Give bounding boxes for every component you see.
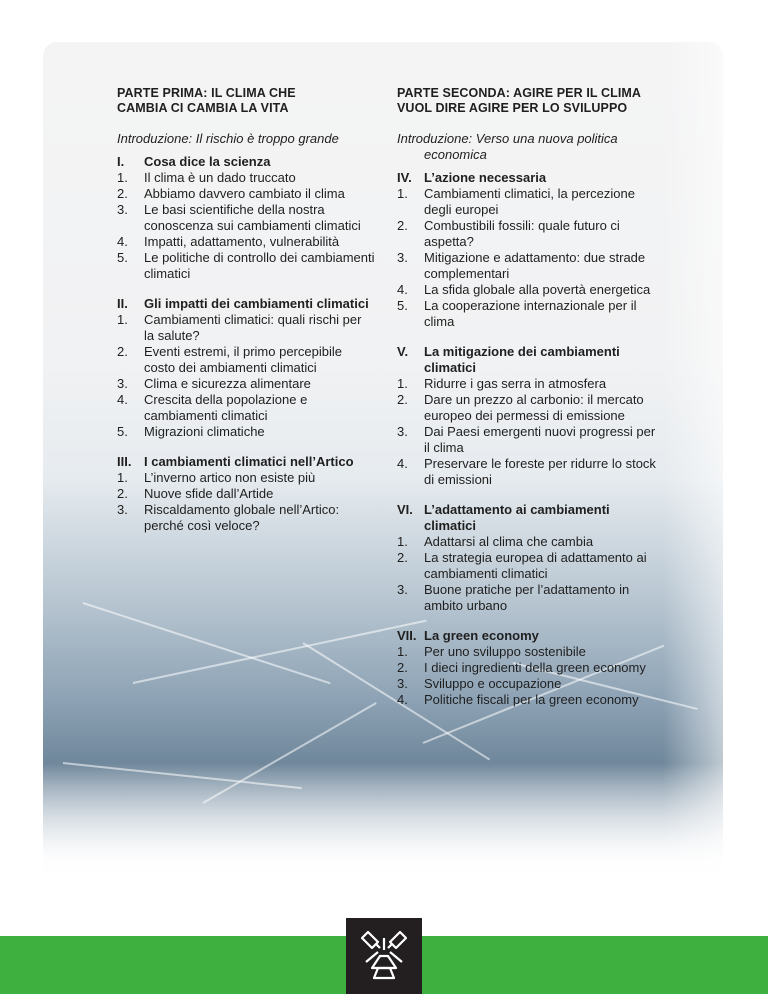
toc-item	[117, 186, 375, 202]
part-one-column	[117, 86, 375, 548]
toc-item	[117, 376, 375, 392]
section-number: V.	[397, 344, 409, 359]
section-title	[117, 154, 375, 170]
toc-item-number: 2.	[117, 486, 128, 501]
toc-item-number: 1.	[397, 534, 408, 549]
toc-item-number: 3.	[117, 202, 128, 217]
toc-item	[117, 234, 375, 250]
section-title	[397, 170, 657, 186]
toc-item-text: Politiche fiscali per la green economy	[424, 692, 639, 707]
toc-item-text: Dai Paesi emergenti nuovi progressi per il clima	[424, 424, 656, 455]
toc-item-text: Le basi scientifiche della nostra conoscenza sui cambiamenti climatici	[144, 202, 361, 233]
toc-item-text: Cambiamenti climatici: quali rischi per la salute?	[144, 312, 362, 343]
part-one-heading: PARTE PRIMA: IL CLIMA CHE CAMBIA CI CAMBIA LA VITA	[117, 86, 296, 115]
toc-item	[117, 470, 375, 486]
toc-item	[117, 250, 375, 282]
toc-item-number: 4.	[397, 692, 408, 707]
section-title-text: Cosa dice la scienza	[144, 154, 271, 169]
section-title-text: I cambiamenti climatici nell’Artico	[144, 454, 354, 469]
toc-item-number: 2.	[117, 186, 128, 201]
part-two-sections	[397, 170, 657, 708]
toc-item-number: 4.	[117, 234, 128, 249]
section-title	[397, 628, 657, 644]
toc-item-text: Combustibili fossili: quale futuro ci aspetta?	[424, 218, 620, 249]
toc-item-text: Mitigazione e adattamento: due strade complementari	[424, 250, 646, 281]
toc-item-text: Riscaldamento globale nell’Artico: perché così veloce?	[144, 502, 340, 533]
toc-item	[117, 424, 375, 440]
part-two-heading: PARTE SECONDA: AGIRE PER IL CLIMA VUOL DIRE AGIRE PER LO SVILUPPO	[397, 86, 642, 115]
publisher-logo	[346, 918, 422, 994]
toc-item-number: 4.	[397, 456, 408, 471]
toc-item-number: 1.	[117, 170, 128, 185]
toc-item-text: Sviluppo e occupazione	[424, 676, 562, 691]
section-title-text: L’azione necessaria	[424, 170, 547, 185]
toc-item-number: 3.	[397, 250, 408, 265]
toc-item	[397, 298, 657, 330]
section-title-text: Gli impatti dei cambiamenti climatici	[144, 296, 369, 311]
toc-item-text: Abbiamo davvero cambiato il clima	[144, 186, 345, 201]
toc-item	[397, 250, 657, 282]
toc-item-number: 3.	[397, 424, 408, 439]
toc-item-number: 1.	[397, 186, 408, 201]
part-two-column	[397, 86, 657, 722]
toc-section	[117, 296, 375, 440]
toc-item	[117, 344, 375, 376]
toc-item-number: 5.	[117, 424, 128, 439]
toc-item-number: 1.	[397, 644, 408, 659]
toc-item-number: 3.	[397, 582, 408, 597]
toc-item-number: 3.	[117, 502, 128, 517]
part-one-sections	[117, 154, 375, 534]
toc-item	[397, 644, 657, 660]
toc-item	[397, 376, 657, 392]
toc-item-text: Nuove sfide dall’Artide	[144, 486, 274, 501]
toc-item-text: La sfida globale alla povertà energetica	[424, 282, 651, 297]
toc-item	[397, 424, 657, 456]
toc-item	[397, 582, 657, 614]
toc-item	[117, 170, 375, 186]
toc-item	[397, 660, 657, 676]
toc-item	[117, 486, 375, 502]
section-title-text: La mitigazione dei cambiamenti climatici	[424, 344, 620, 375]
toc-item-text: Il clima è un dado truccato	[144, 170, 296, 185]
toc-item-text: Crescita della popolazione e cambiamenti climatici	[144, 392, 308, 423]
section-number: VII.	[397, 628, 417, 643]
section-title	[397, 344, 657, 376]
section-number: IV.	[397, 170, 412, 185]
section-title-text: La green economy	[424, 628, 539, 643]
toc-section	[117, 154, 375, 282]
toc-item-number: 5.	[397, 298, 408, 313]
toc-item-text: Adattarsi al clima che cambia	[424, 534, 594, 549]
toc-item-text: Clima e sicurezza alimentare	[144, 376, 311, 391]
toc-item-number: 4.	[397, 282, 408, 297]
toc-item	[397, 392, 657, 424]
toc-item-number: 2.	[397, 550, 408, 565]
section-title	[117, 296, 375, 312]
toc-section	[397, 628, 657, 708]
section-title	[117, 454, 375, 470]
toc-item-text: Per uno sviluppo sostenibile	[424, 644, 586, 659]
toc-item-text: La strategia europea di adattamento ai cambiamenti climatici	[424, 550, 647, 581]
toc-section	[397, 344, 657, 488]
toc-item-number: 1.	[397, 376, 408, 391]
toc-item	[117, 312, 375, 344]
toc-section	[117, 454, 375, 534]
toc-item-text: I dieci ingredienti della green economy	[424, 660, 646, 675]
toc-item	[397, 676, 657, 692]
toc-item-number: 2.	[397, 660, 408, 675]
toc-item-number: 1.	[117, 312, 128, 327]
toc-item-text: Eventi estremi, il primo percepibile costo dei ambiamenti climatici	[144, 344, 342, 375]
toc-item-text: Impatti, adattamento, vulnerabilità	[144, 234, 340, 249]
toc-item-number: 2.	[397, 218, 408, 233]
toc-item-text: Cambiamenti climatici, la percezione degli europei	[424, 186, 635, 217]
section-title-text: L’adattamento ai cambiamenti climatici	[424, 502, 610, 533]
toc-section	[397, 170, 657, 330]
toc-item-number: 4.	[117, 392, 128, 407]
toc-item	[397, 282, 657, 298]
toc-item	[117, 202, 375, 234]
toc-item	[397, 550, 657, 582]
toc-item	[397, 534, 657, 550]
toc-item	[397, 692, 657, 708]
toc-item-number: 3.	[117, 376, 128, 391]
toc-item	[397, 186, 657, 218]
section-number: III.	[117, 454, 132, 469]
toc-item	[397, 218, 657, 250]
toc-item-number: 2.	[117, 344, 128, 359]
toc-item-text: L’inverno artico non esiste più	[144, 470, 316, 485]
toc-item-text: Le politiche di controllo dei cambiamenti climatici	[144, 250, 375, 281]
section-number: I.	[117, 154, 125, 169]
toc-item	[117, 502, 375, 534]
toc-item-number: 2.	[397, 392, 408, 407]
toc-item	[397, 456, 657, 488]
section-number: II.	[117, 296, 128, 311]
toc-item-text: Dare un prezzo al carbonio: il mercato europeo dei permessi di emissione	[424, 392, 644, 423]
toc-item-number: 5.	[117, 250, 128, 265]
toc-item-text: Buone pratiche per l’adattamento in ambito urbano	[424, 582, 630, 613]
section-title	[397, 502, 657, 534]
toc-item-number: 1.	[117, 470, 128, 485]
section-number: VI.	[397, 502, 413, 517]
toc-item-number: 3.	[397, 676, 408, 691]
toc-section	[397, 502, 657, 614]
toc-item-text: Preservare le foreste per ridurre lo stock di emissioni	[424, 456, 656, 487]
part-one-intro: Introduzione: Il rischio è troppo grande	[117, 131, 339, 146]
toc-item	[117, 392, 375, 424]
toc-item-text: La cooperazione internazionale per il clima	[424, 298, 637, 329]
part-two-intro: Introduzione: Verso una nuova politica economica	[397, 131, 618, 162]
windmill-icon	[358, 928, 410, 984]
toc-item-text: Ridurre i gas serra in atmosfera	[424, 376, 607, 391]
toc-item-text: Migrazioni climatiche	[144, 424, 265, 439]
